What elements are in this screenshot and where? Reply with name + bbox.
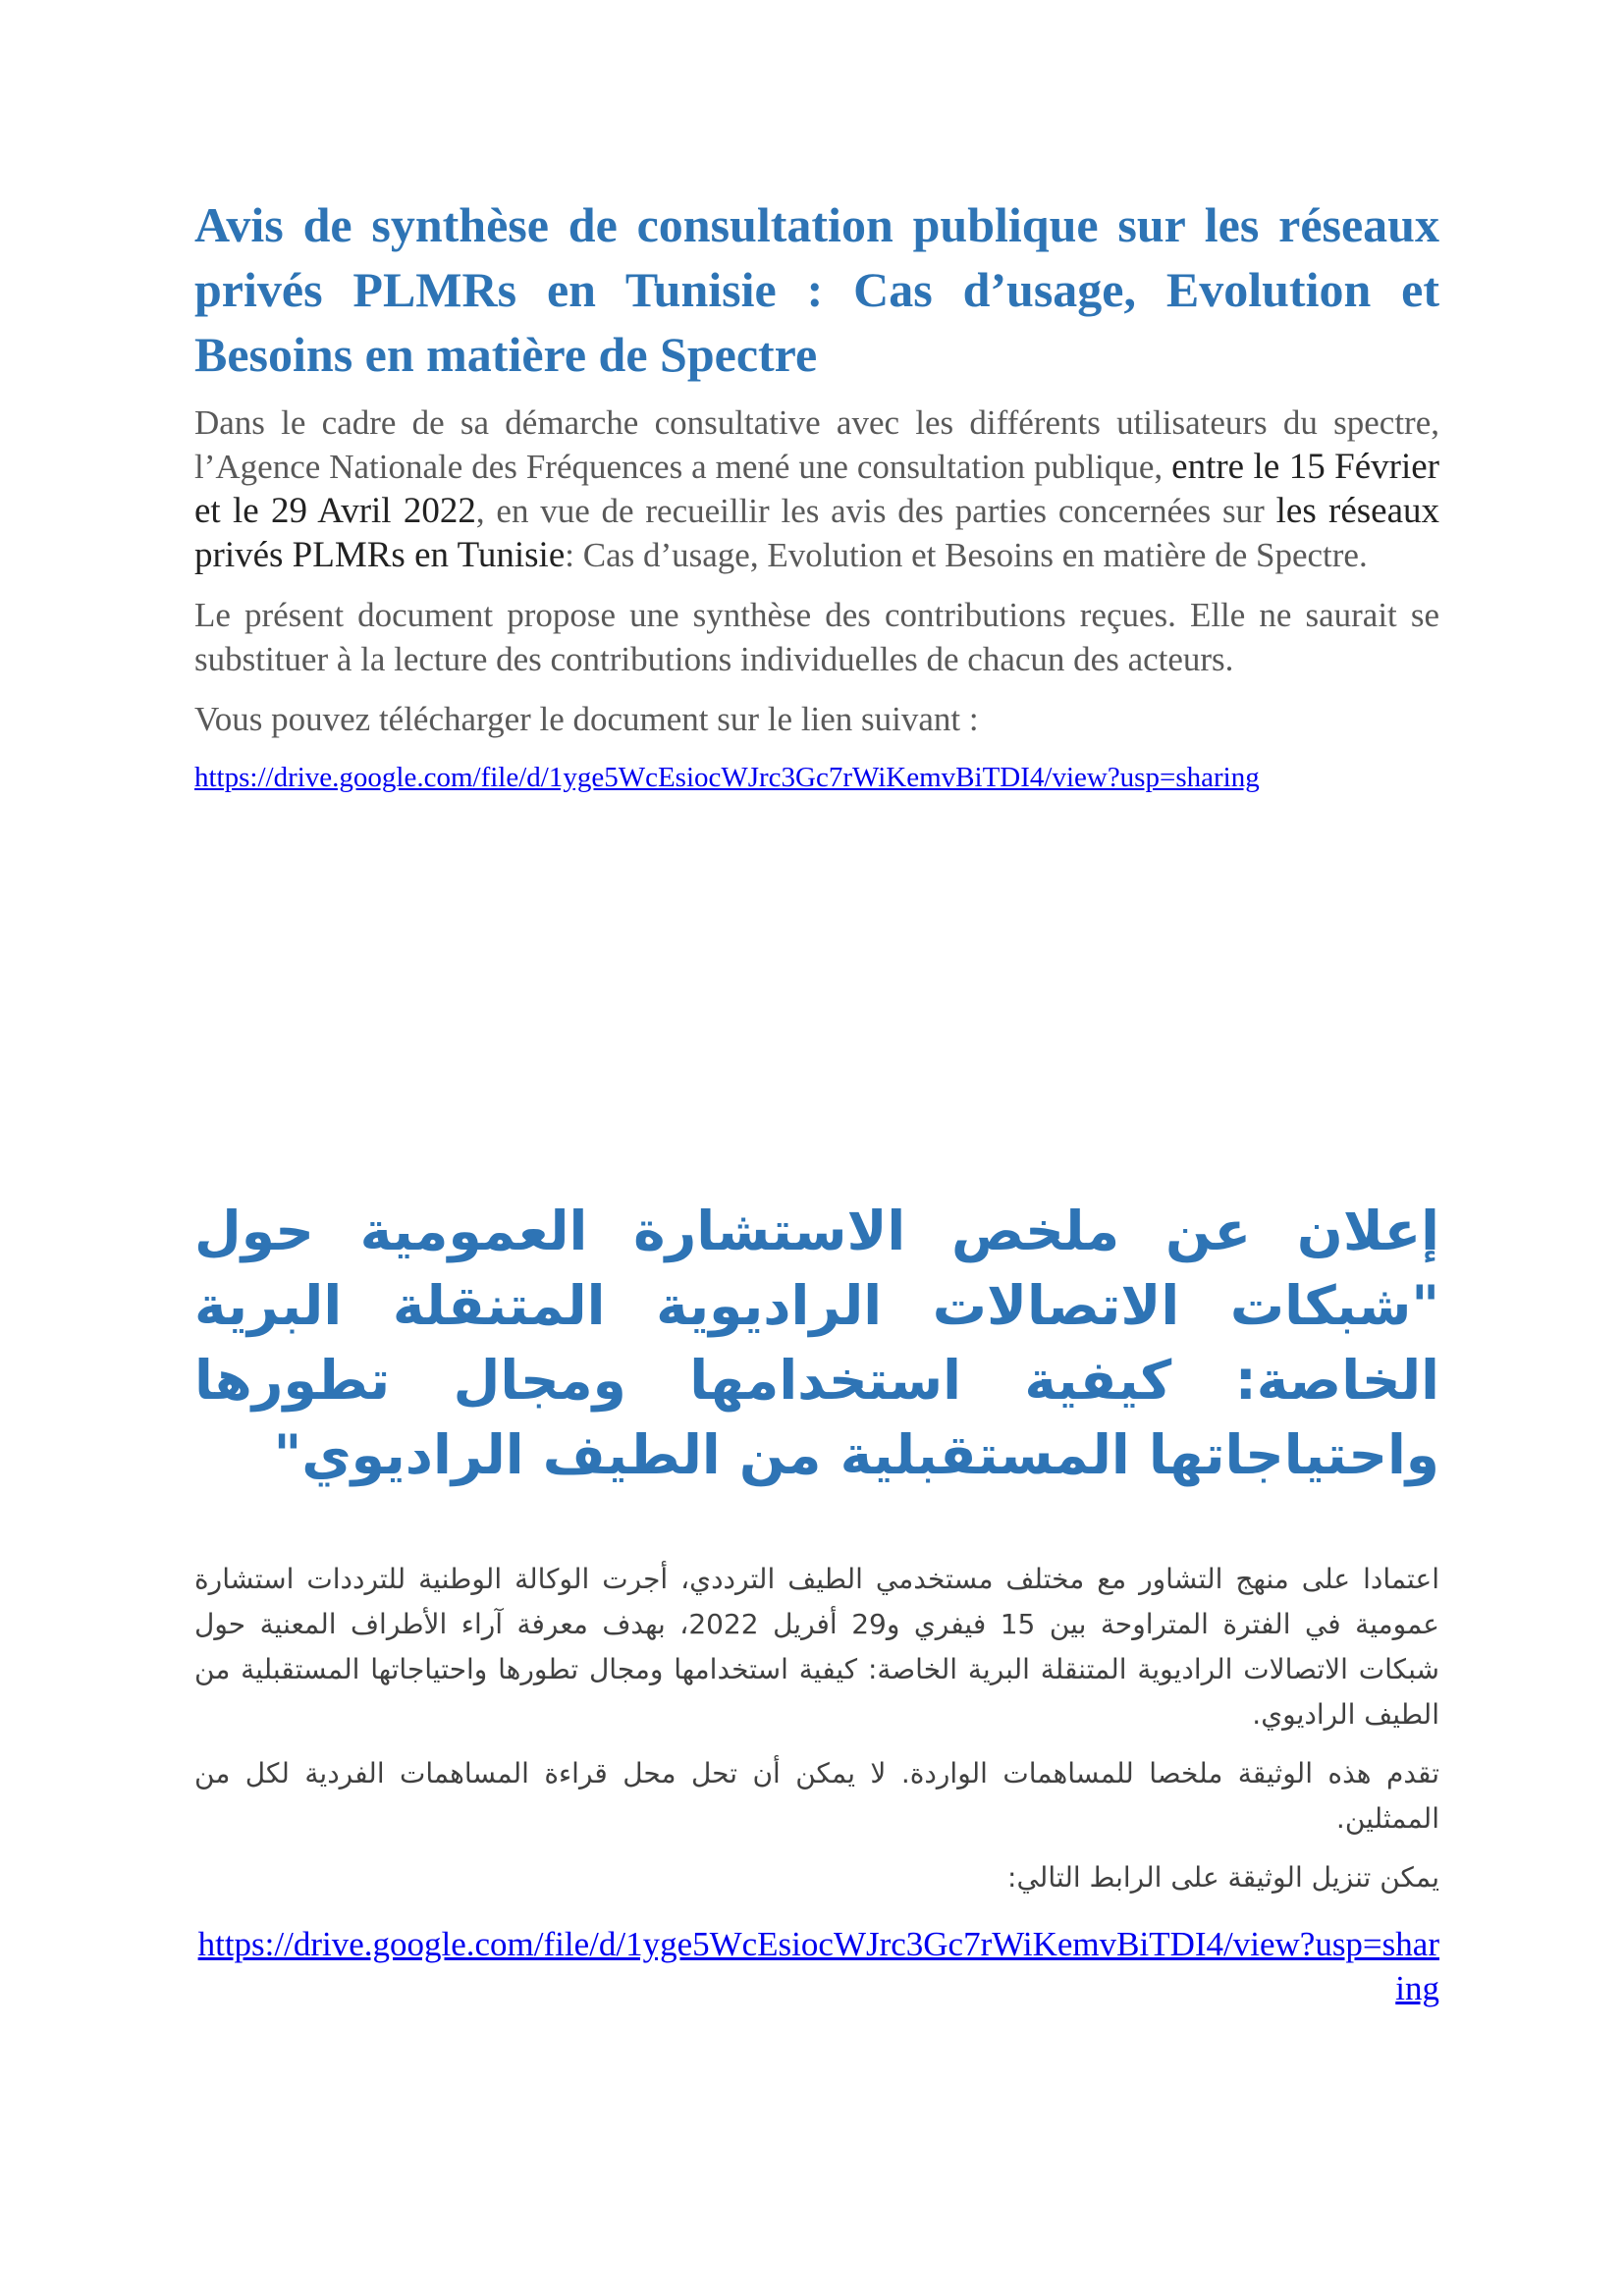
french-para1-middle: , en vue de recueillir les avis des parties concernées sur [475, 492, 1276, 530]
french-document-link[interactable]: https://drive.google.com/file/d/1yge5WcEsiocWJrc3Gc7rWiKemvBiTDI4/view?usp=sharing [194, 762, 1260, 793]
french-para1-end: : Cas d’usage, Evolution et Besoins en matière de Spectre. [565, 536, 1368, 574]
french-paragraph-1 [194, 400, 1439, 577]
french-paragraph-2: Le présent document propose une synthèse des contributions reçues. Elle ne saurait se substituer à la lecture des contributions individuelles de chacun des acteurs. [194, 596, 1439, 678]
french-title: Avis de synthèse de consultation publique sur les réseaux privés PLMRs en Tunisie : Cas d’usage, Evolution et Besoins en matière de Spectre [194, 197, 1439, 382]
french-consultation-dates: entre le 15 Février et le 29 Avril 2022 [194, 447, 1440, 531]
arabic-paragraph-1: اعتمادا على منهج التشاور مع مختلف مستخدمي الطيف الترددي، أجرت الوكالة الوطنية للترددات استشارة عمومية في الفترة المتراوحة بين 15 فيفري و29 أفريل 2022، بهدف معرفة آراء الأطراف المعنية حول شبكات الاتصالات الراديوية المتنقلة البرية الخاصة: كيفية استخدامها ومجال تطورها واحتياجاتها المستقبلية من الطيف الراديوي. [194, 1563, 1439, 1731]
french-consultation-topic: les réseaux privés PLMRs en Tunisie [194, 491, 1439, 575]
french-body [194, 400, 1439, 796]
arabic-title: إعلان عن ملخص الاستشارة العمومية حول "شبكات الاتصالات الراديوية المتنقلة البرية الخاصة: كيفية استخدامها ومجال تطورها واحتياجاتها المستقبلية من الطيف الراديوي" [194, 1200, 1439, 1486]
french-announcement [194, 192, 1439, 796]
french-paragraph-3: Vous pouvez télécharger le document sur le lien suivant : [194, 700, 979, 738]
french-para1-intro: Dans le cadre de sa démarche consultative avec les différents utilisateurs du spectre, l’Agence Nationale des Fréquences a mené une consultation publique, [194, 403, 1439, 486]
arabic-paragraph-3: يمكن تنزيل الوثيقة على الرابط التالي: [1007, 1861, 1439, 1894]
french-link-line [194, 759, 1439, 796]
arabic-link-line [194, 1922, 1439, 2010]
arabic-announcement [194, 1194, 1439, 2010]
arabic-document-link[interactable]: https://drive.google.com/file/d/1yge5WcEsiocWJrc3Gc7rWiKemvBiTDI4/view?usp=sharing [197, 1925, 1439, 2007]
arabic-paragraph-2: تقدم هذه الوثيقة ملخصا للمساهمات الواردة. لا يمكن أن تحل محل قراءة المساهمات الفردية لكل من الممثلين. [194, 1757, 1439, 1835]
arabic-body [194, 1557, 1439, 2010]
